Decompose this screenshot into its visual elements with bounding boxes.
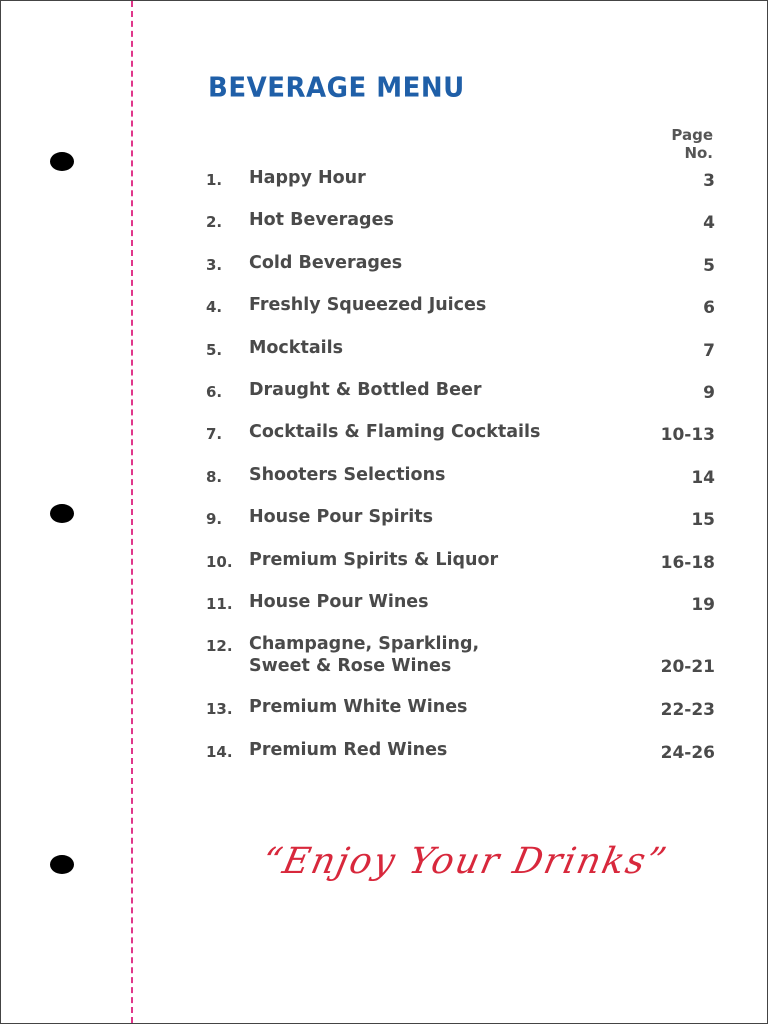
toc-item-label-line: Hot Beverages <box>249 210 394 231</box>
toc-item-label-line: Freshly Squeezed Juices <box>249 295 487 316</box>
toc-item-label-line: Draught & Bottled Beer <box>249 379 482 400</box>
toc-item-page: 19 <box>691 594 715 615</box>
toc-item <box>206 252 715 294</box>
toc-item-page: 14 <box>691 467 715 488</box>
toc-item-label <box>249 421 540 443</box>
toc-item <box>206 379 715 421</box>
toc-item <box>206 591 715 633</box>
toc-item-number: 9. <box>206 510 223 529</box>
toc-item-number: 10. <box>206 552 233 571</box>
toc-item-number: 1. <box>206 171 223 189</box>
toc-item-label-line: Happy Hour <box>249 168 366 188</box>
toc-item-label <box>249 167 366 189</box>
toc-item-label-line: Cold Beverages <box>249 252 403 273</box>
toc-item-label-line: Shooters Selections <box>249 464 446 485</box>
toc-item-label <box>249 379 482 401</box>
toc-item-number: 7. <box>206 425 223 444</box>
toc-item-page: 20-21 <box>660 657 715 678</box>
signoff-text: “Enjoy Your Drinks” <box>258 841 672 882</box>
toc-item-label-line: Sweet & Rose Wines <box>249 656 452 677</box>
toc-item-label <box>249 633 479 677</box>
toc-item <box>206 696 715 738</box>
toc-item-page: 9 <box>703 382 715 403</box>
toc-item-page: 4 <box>703 213 715 234</box>
toc-item-label <box>249 209 394 231</box>
toc-item <box>206 506 715 548</box>
toc-item-label-line: Cocktails & Flaming Cocktails <box>249 422 541 443</box>
toc-item-number: 4. <box>206 298 223 317</box>
toc-item-page: 3 <box>703 171 715 191</box>
toc-item-label <box>249 549 498 571</box>
toc-item-page: 5 <box>703 255 715 276</box>
page-number-header-line: Page <box>671 126 713 144</box>
toc-item-label-line: Premium Spirits & Liquor <box>249 549 499 570</box>
toc-item-label <box>249 506 433 528</box>
toc-item-number: 6. <box>206 382 223 401</box>
page-number-header <box>671 126 713 162</box>
toc-item-label-line: Champagne, Sparkling, <box>249 634 480 655</box>
toc-item-number: 12. <box>206 637 233 656</box>
toc-item <box>206 294 715 336</box>
toc-item-label <box>249 337 343 359</box>
toc-item-page: 6 <box>703 298 715 319</box>
toc-item-label-line: Premium Red Wines <box>249 739 448 760</box>
toc-item-page: 10-13 <box>660 425 715 446</box>
page-title: BEVERAGE MENU <box>208 72 465 104</box>
toc-item <box>206 421 715 463</box>
toc-item-label <box>249 252 402 274</box>
toc-item <box>206 739 715 781</box>
toc-item-number: 11. <box>206 594 233 613</box>
toc-item-label <box>249 739 447 761</box>
toc-item <box>206 167 715 209</box>
toc-item-number: 14. <box>206 742 233 761</box>
toc-item <box>206 209 715 251</box>
toc-item-label <box>249 294 486 316</box>
toc-item-number: 13. <box>206 700 233 719</box>
toc-item-label-line: House Pour Wines <box>249 591 429 612</box>
toc-item-label <box>249 464 445 486</box>
toc-item-label <box>249 696 467 718</box>
margin-line <box>131 1 133 1023</box>
binder-hole <box>50 504 74 523</box>
toc-item <box>206 549 715 591</box>
toc-item-number: 5. <box>206 340 223 359</box>
table-of-contents <box>206 167 715 781</box>
toc-item-label-line: House Pour Spirits <box>249 507 434 528</box>
toc-item-page: 15 <box>691 510 715 531</box>
binder-hole <box>50 855 74 874</box>
toc-item <box>206 464 715 506</box>
toc-item-page: 16-18 <box>660 552 715 573</box>
toc-item-page: 22-23 <box>660 700 715 721</box>
toc-item-label-line: Mocktails <box>249 337 344 358</box>
toc-item-number: 8. <box>206 467 223 486</box>
toc-item <box>206 633 715 696</box>
page-number-header-line: No. <box>684 144 713 162</box>
toc-item-page: 7 <box>703 340 715 361</box>
toc-item-number: 2. <box>206 213 223 232</box>
toc-item-number: 3. <box>206 255 223 274</box>
toc-item <box>206 337 715 379</box>
toc-item-page: 24-26 <box>660 742 715 763</box>
toc-item-label-line: Premium White Wines <box>249 697 468 718</box>
binder-hole <box>50 152 74 171</box>
toc-item-label <box>249 591 429 613</box>
